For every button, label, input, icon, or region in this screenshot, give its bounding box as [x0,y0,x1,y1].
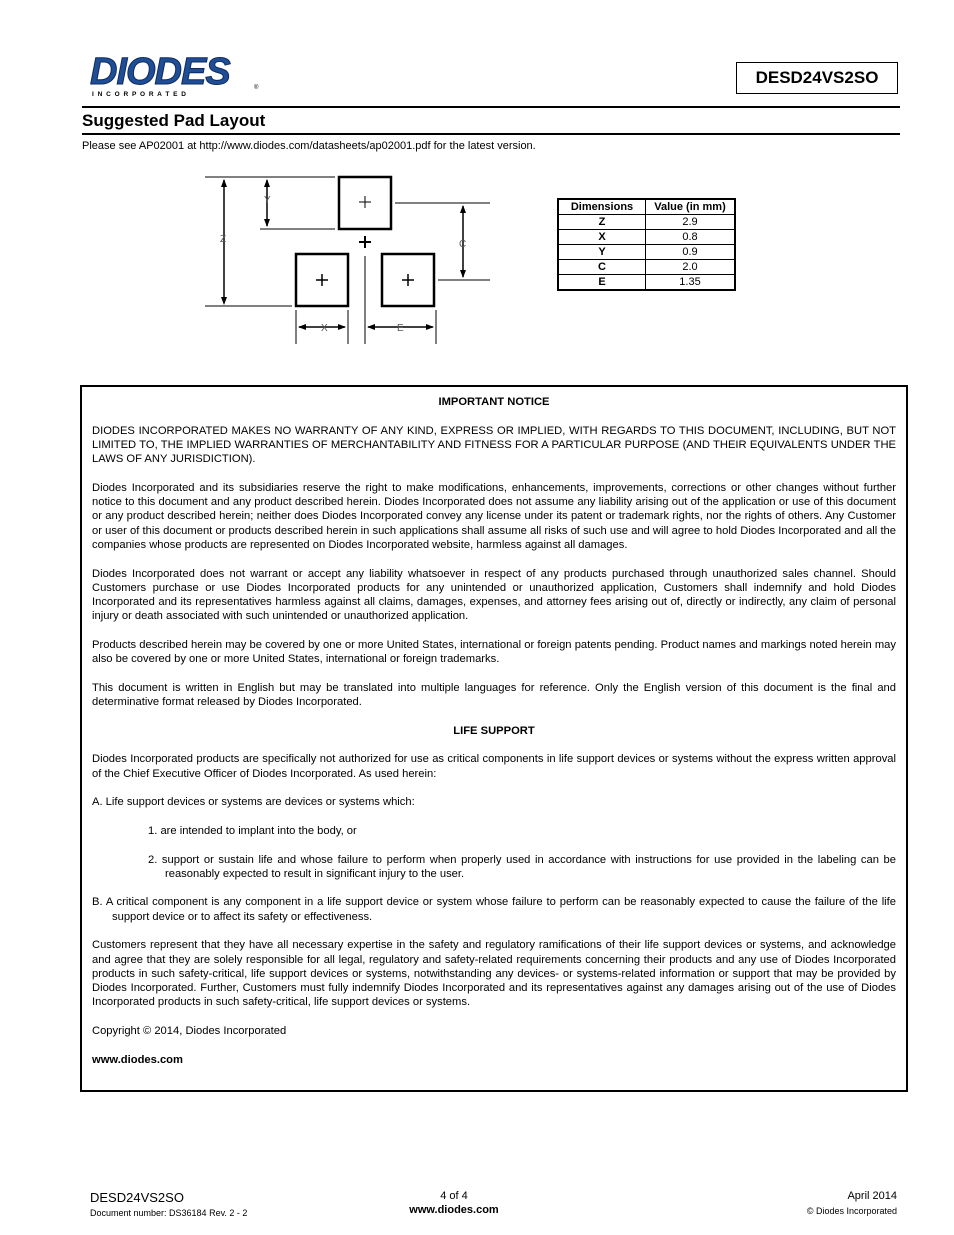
dim-name: X [558,230,646,245]
notice-unauthorized-paragraph: Diodes Incorporated does not warrant or accept any liability whatsoever in respect of any products purchased through unauthorized sales channel. Should Customers purchase or use Diodes Incorporated products for any unintended or unauthorized application, Customers shall indemnify and hold Diodes Incorporated and its representatives harmless against all claims, damages, expenses, and attorney fees arising out of, directly or indirectly, any claim of personal injury or death associated with such unintended or unauthorized application. [92,567,896,623]
life-support-item-b: B. A critical component is any component in a life support device or system whose failure to perform can be reasonably expected to cause the failure of the life support device or to affect its safety or effectiveness. [92,896,896,923]
notice-warranty-paragraph: DIODES INCORPORATED MAKES NO WARRANTY OF ANY KIND, EXPRESS OR IMPLIED, WITH REGARDS TO THIS DOCUMENT, INCLUDING, BUT NOT LIMITED TO, THE IMPLIED WARRANTIES OF MERCHANTABILITY AND FITNESS FOR A PARTICULAR PURPOSE (AND THEIR EQUIVALENTS UNDER THE LAWS OF ANY JURISDICTION). [92,424,896,466]
footer-page-number: 4 of 4 [440,1190,468,1202]
table-header-row [558,199,735,215]
section-rule [82,133,900,135]
dim-name: Z [558,215,646,230]
footer-copyright: © Diodes Incorporated [806,1206,897,1216]
pad-right-center-mark [402,274,414,286]
important-notice-box [80,385,908,1092]
notice-title: IMPORTANT NOTICE [438,396,550,408]
pad-left-center-mark [316,274,328,286]
life-support-item-a2: 2. support or sustain life and whose failure to perform when properly used in accordance with instructions for use provided in the labeling can be reasonably expected to result in significant injury to the user. [148,853,896,880]
logo-subtitle: I N C O R P O R A T E D [92,91,187,98]
label-e: E [397,323,404,334]
application-note-text: Please see AP02001 at http://www.diodes.com/datasheets/ap02001.pdf for the latest version. [82,140,536,152]
customer-representation-paragraph: Customers represent that they have all necessary expertise in the safety and regulatory ramifications of their life support devices or systems, and acknowledge and agree that they are solely responsible for all legal, regulatory and safety-related requirements concerning their products and any use of Diodes Incorporated products in such safety-critical, life support devices or systems, notwithstanding any devices- or systems-related information or support that may be provided by Diodes Incorporated. Further, Customers must fully indemnify Diodes Incorporated and its representatives against any damages arising out of the use of Diodes Incorporated products in such safety-critical, life support devices or systems. [92,939,896,1009]
dimensions-table [557,198,736,291]
dim-name: C [558,260,646,275]
label-c: C [459,239,467,250]
section-title: Suggested Pad Layout [82,111,266,130]
component-center-mark [359,236,371,248]
table-row [558,260,735,275]
table-row [558,230,735,245]
table-row [558,215,735,230]
header-part-number: DESD24VS2SO [736,62,898,94]
dim-value: 2.9 [646,215,736,230]
notice-language-paragraph: This document is written in English but may be translated into multiple languages for reference. Only the English version of this document is the final and determinative format released by Diodes Incorporated. [92,681,896,709]
dim-value: 1.35 [646,275,736,291]
life-support-item-a: A. Life support devices or systems are devices or systems which: [92,796,415,809]
label-x: X [321,323,328,334]
company-logo [88,52,268,100]
logo-graphic [88,52,268,100]
dim-name: E [558,275,646,291]
notice-modifications-paragraph: Diodes Incorporated and its subsidiaries reserve the right to make modifications, enhancements, improvements, corrections or other changes without further notice to this document and any product described herein. Diodes Incorporated does not assume any liability arising out of the application or use of this document or any product described herein; neither does Diodes Incorporated convey any license under its patent or trademark rights, nor the rights of others. Any Customer or user of this document or products described herein in such applications shall assume all risks of such use and will agree to hold Diodes Incorporated and all the companies whose products are represented on Diodes Incorporated website, harmless against all damages. [92,481,896,551]
life-support-title: LIFE SUPPORT [453,724,535,737]
life-support-paragraph: Diodes Incorporated products are specifically not authorized for use as critical components in life support devices or systems without the express written approval of the Chief Executive Officer of Diodes Incorporated. As used herein: [92,753,896,780]
dim-value: 0.9 [646,245,736,260]
footer-website-link[interactable]: www.diodes.com [409,1204,499,1216]
label-y: Y [264,195,271,206]
pad-layout-diagram [200,170,500,350]
dim-name: Y [558,245,646,260]
label-z: Z [220,234,227,245]
notice-patents-paragraph: Products described herein may be covered by one or more United States, international or foreign patents pending. Product names and markings noted herein may also be covered by one or more United States, international or foreign trademarks. [92,639,896,666]
dim-value: 0.8 [646,230,736,245]
footer-part-number: DESD24VS2SO [90,1190,184,1205]
header-rule [82,106,900,108]
header-value: Value (in mm) [646,199,736,215]
life-support-item-a1: 1. are intended to implant into the body, or [148,824,357,837]
dim-value: 2.0 [646,260,736,275]
table-row [558,245,735,260]
copyright-text: Copyright © 2014, Diodes Incorporated [92,1025,287,1038]
header-dimensions: Dimensions [558,199,646,215]
logo-wordmark: DIODES [90,52,230,93]
pad-top-center-mark [359,196,371,208]
table-row [558,275,735,291]
footer-document-number: Document number: DS36184 Rev. 2 - 2 [90,1208,248,1218]
notice-website-link[interactable]: www.diodes.com [92,1053,183,1066]
footer-date: April 2014 [847,1190,897,1202]
registered-mark: ® [254,85,259,91]
